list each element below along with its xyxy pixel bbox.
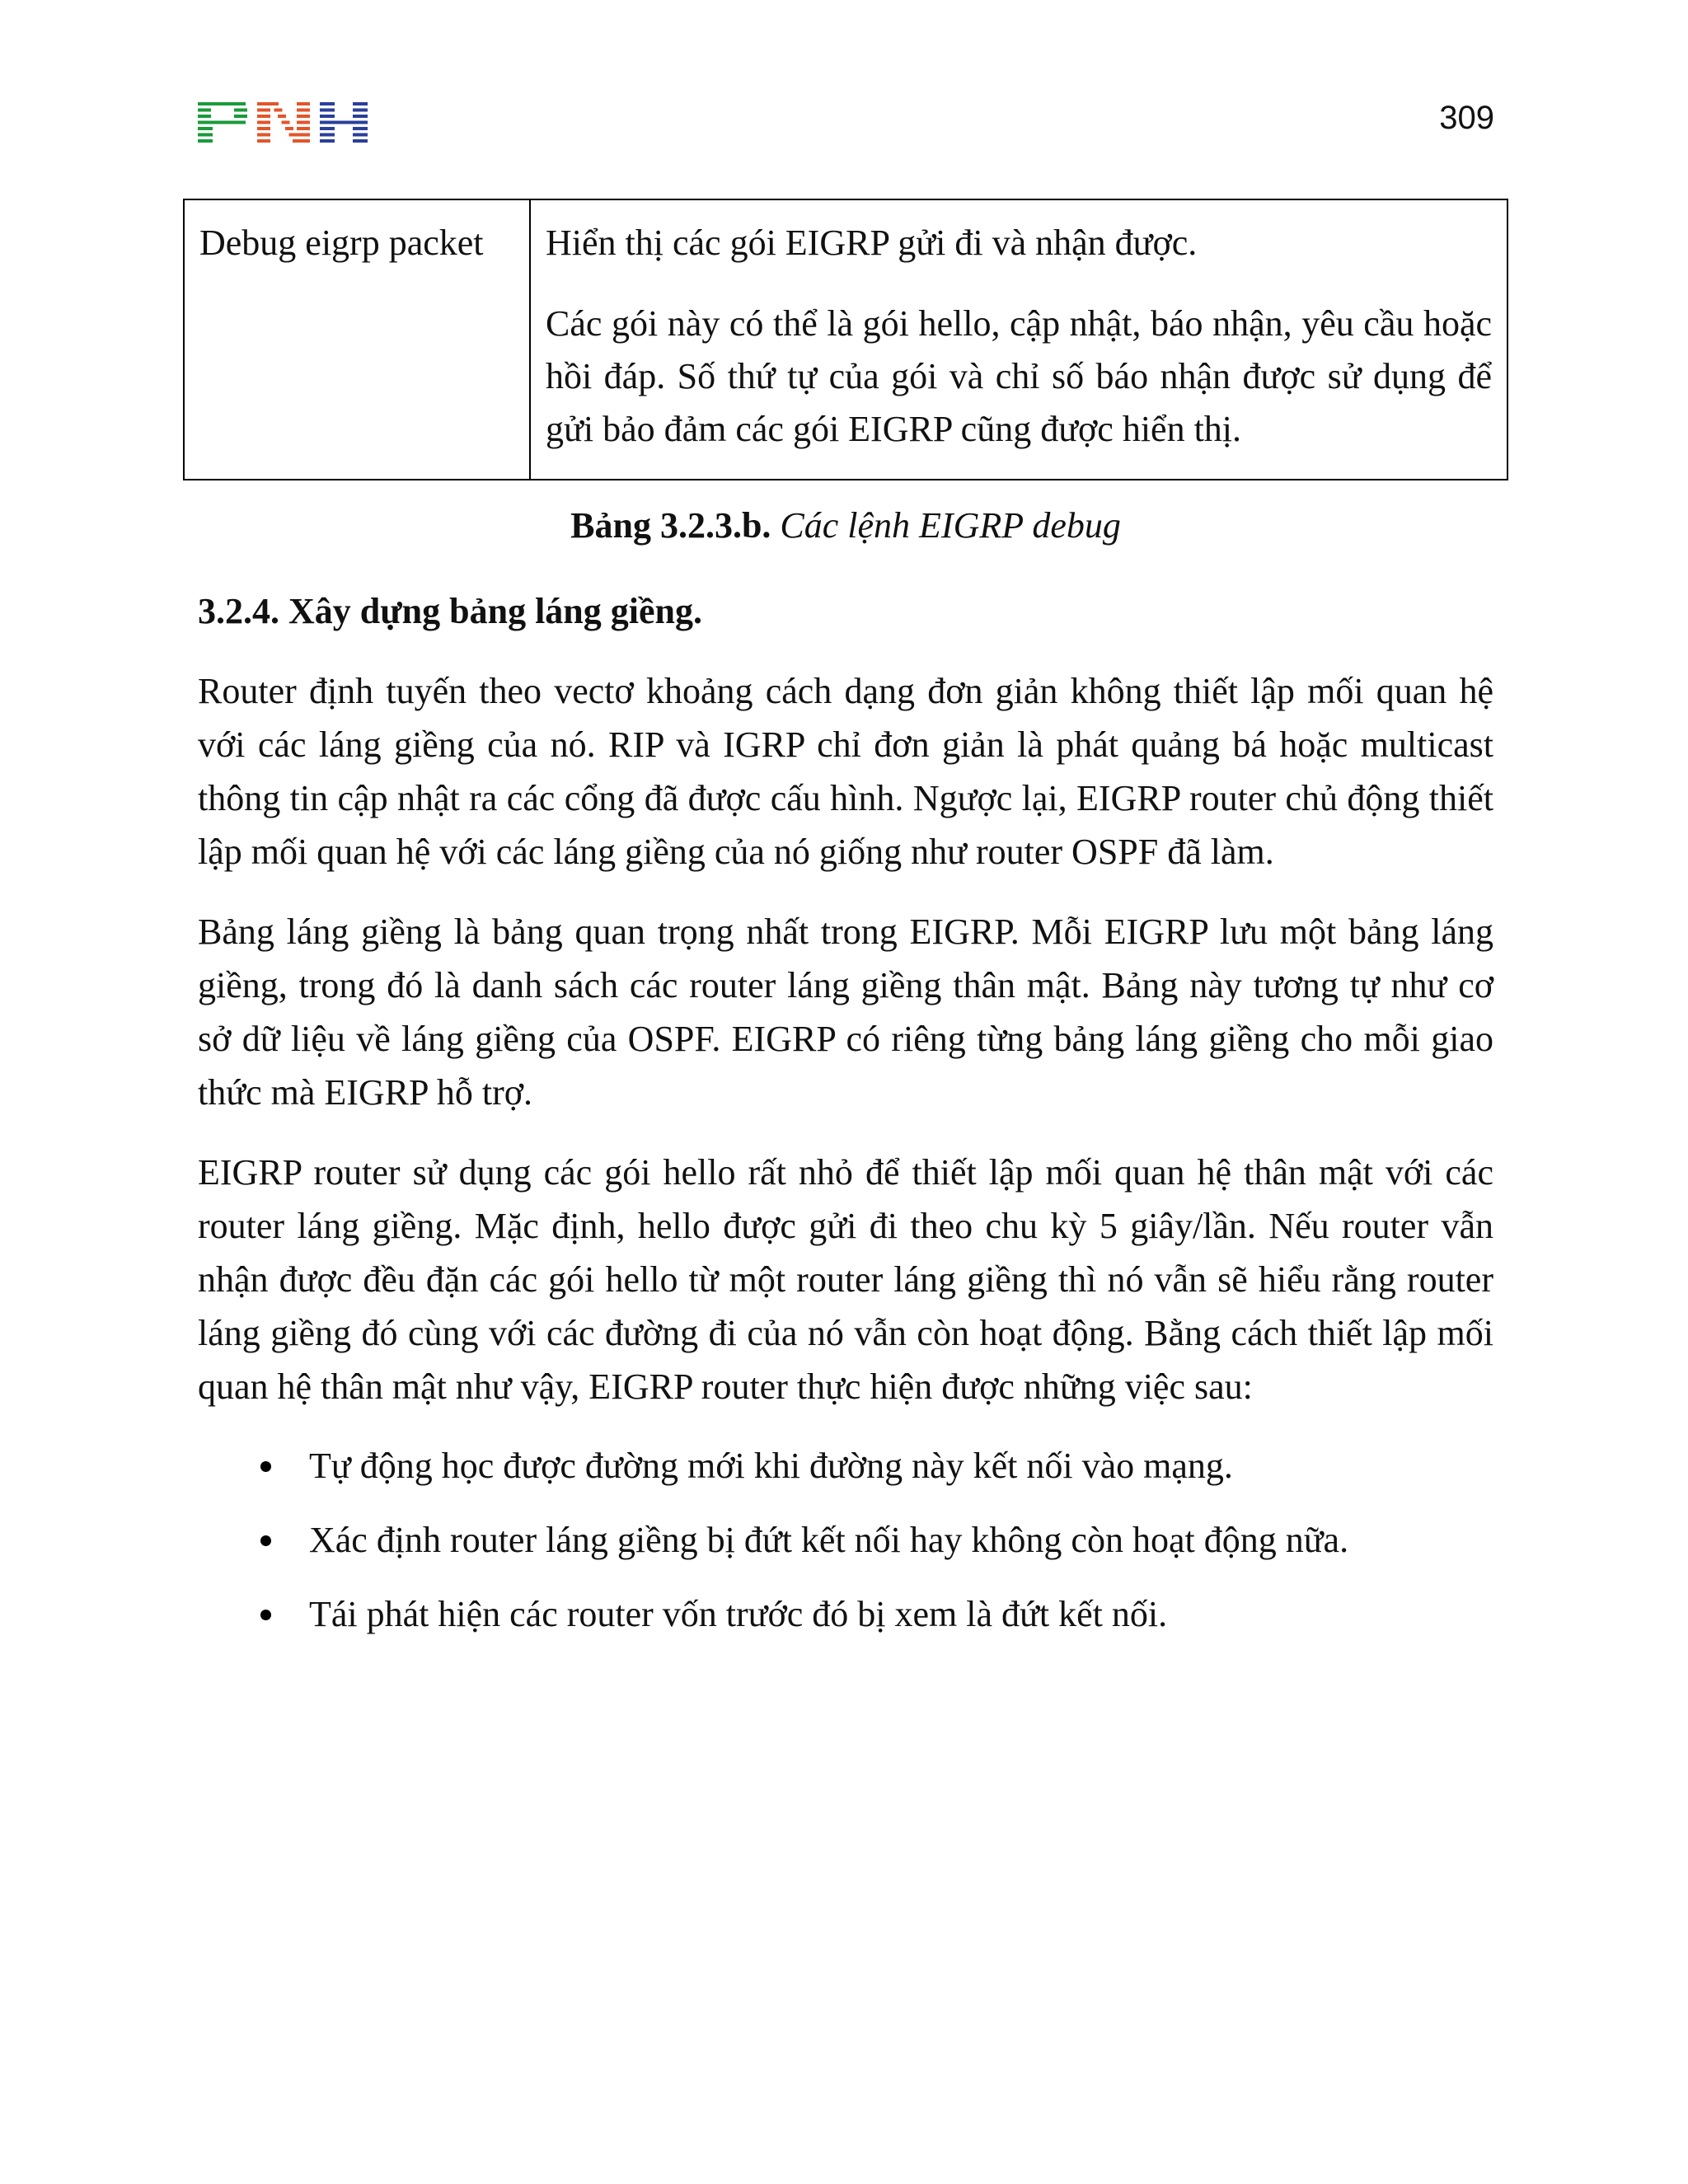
paragraph: EIGRP router sử dụng các gói hello rất nhỏ để thiết lập mối quan hệ thân mật với các router láng giềng. Mặc định, hello được gửi đi theo chu kỳ 5 giây/lần. Nếu router vẫn nhận được đều đặn các gói hello từ một router láng giềng thì nó vẫn sẽ hiểu rằng router láng giềng đó cùng với các đường đi của nó vẫn còn hoạt động. Bằng cách thiết lập mối quan hệ thân mật như vậy, EIGRP router thực hiện được những việc sau: <box>198 1152 1493 1407</box>
list-item-text: Xác định router láng giềng bị đứt kết nối hay không còn hoạt động nữa. <box>309 1520 1349 1560</box>
caption-text: Các lệnh EIGRP debug <box>780 505 1121 546</box>
paragraph: Router định tuyến theo vectơ khoảng cách dạng đơn giản không thiết lập mối quan hệ với các láng giềng của nó. RIP và IGRP chỉ đơn giản là phát quảng bá hoặc multicast thông tin cập nhật ra các cổng đã được cấu hình. Ngược lại, EIGRP router chủ động thiết lập mối quan hệ với các láng giềng của nó giống như router OSPF đã làm. <box>198 671 1493 872</box>
page-number: 309 <box>1439 100 1494 136</box>
table-caption <box>183 499 1508 552</box>
list-item-text: Tái phát hiện các router vốn trước đó bị xem là đứt kết nối. <box>309 1594 1168 1634</box>
logo-letter-n <box>257 102 310 143</box>
section-heading: 3.2.4. Xây dựng bảng láng giềng. <box>198 591 702 631</box>
description-line: Các gói này có thể là gói hello, cập nhật, báo nhận, yêu cầu hoặc hồi đáp. Số thứ tự của gói và chỉ số báo nhận được sử dụng để gửi bảo đảm các gói EIGRP cũng được hiển thị. <box>546 303 1492 449</box>
command-cell: Debug eigrp packet <box>184 199 530 480</box>
debug-commands-table <box>183 199 1508 480</box>
list-item <box>198 1514 1493 1567</box>
bullet-list <box>198 1440 1493 1641</box>
caption-label: Bảng 3.2.3.b. <box>570 505 771 546</box>
list-item-text: Tự động học được đường mới khi đường này kết nối vào mạng. <box>309 1446 1233 1486</box>
description-line: Hiển thị các gói EIGRP gửi đi và nhận được. <box>546 223 1198 263</box>
logo-letter-h <box>320 102 368 143</box>
bullet-icon <box>260 1461 271 1472</box>
section-body <box>198 585 1493 1662</box>
paragraph: Bảng láng giềng là bảng quan trọng nhất trong EIGRP. Mỗi EIGRP lưu một bảng láng giềng, trong đó là danh sách các router láng giềng thân mật. Bảng này tương tự như cơ sở dữ liệu về láng giềng của OSPF. EIGRP có riêng từng bảng láng giềng cho mỗi giao thức mà EIGRP hỗ trợ. <box>198 912 1493 1113</box>
pnh-logo-icon <box>198 101 368 147</box>
bullet-icon <box>260 1535 271 1546</box>
table-row <box>184 199 1507 480</box>
list-item <box>198 1588 1493 1641</box>
bullet-icon <box>260 1610 271 1620</box>
description-cell <box>530 199 1507 480</box>
logo-letter-p <box>198 102 247 143</box>
list-item <box>198 1440 1493 1493</box>
